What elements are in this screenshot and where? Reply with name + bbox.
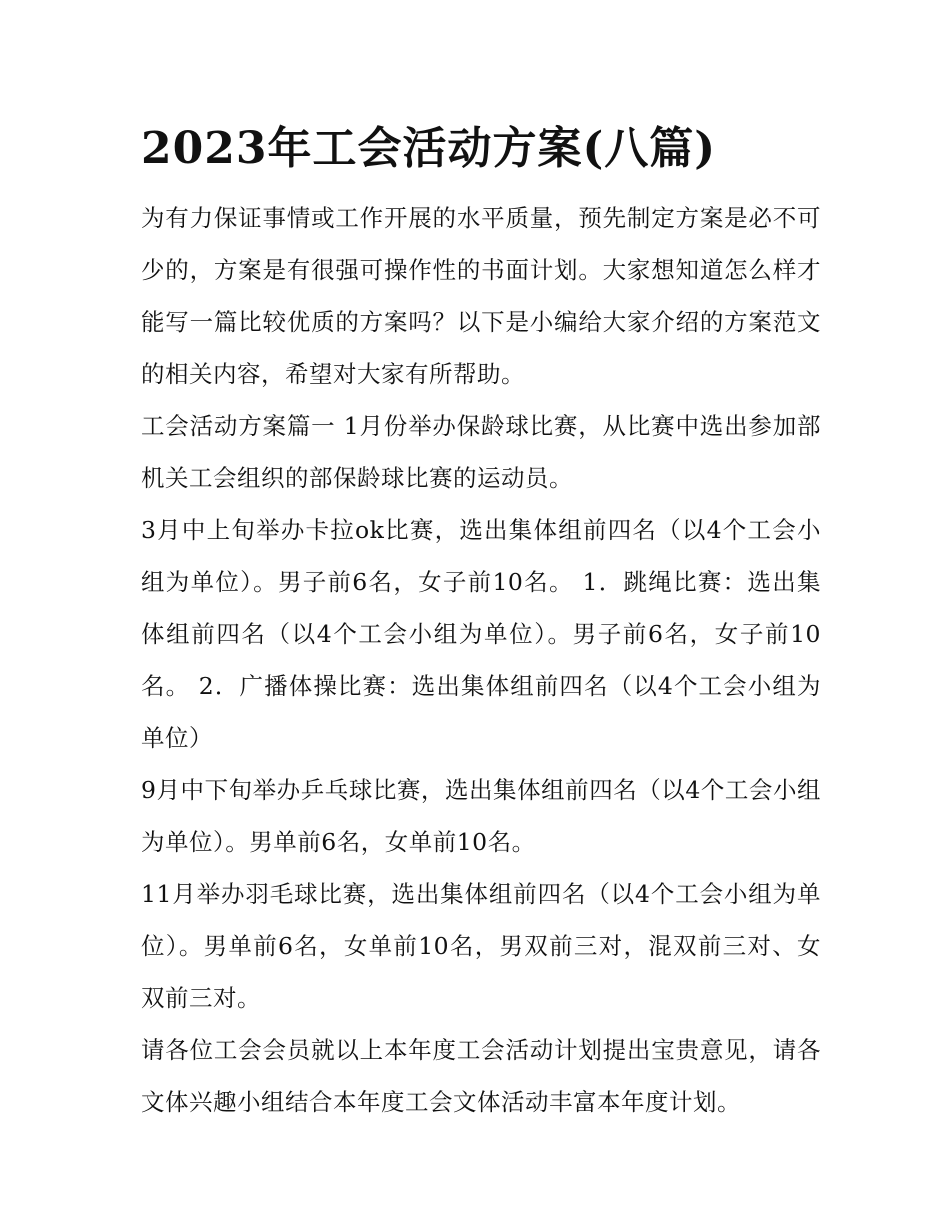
paragraph-plan-one: 工会活动方案篇一 1月份举办保龄球比赛，从比赛中选出参加部机关工会组织的部保龄球比赛的运动员。: [141, 412, 821, 492]
paragraph-march-events: 3月中上旬举办卡拉ok比赛，选出集体组前四名（以4个工会小组为单位）。男子前6名，女子前10名。 1．跳绳比赛：选出集体组前四名（以4个工会小组为单位）。男子前6名，女子前10名。 2．广播体操比赛：选出集体组前四名（以4个工会小组为单位）: [141, 516, 821, 752]
paragraph-closing: 请各位工会会员就以上本年度工会活动计划提出宝贵意见，请各文体兴趣小组结合本年度工会文体活动丰富本年度计划。: [141, 1036, 821, 1116]
document-page: [141, 118, 821, 1128]
paragraph-intro: 为有力保证事情或工作开展的水平质量，预先制定方案是必不可少的，方案是有很强可操作性的书面计划。大家想知道怎么样才能写一篇比较优质的方案吗？以下是小编给大家介绍的方案范文的相关内容，希望对大家有所帮助。: [141, 204, 821, 388]
paragraph-september-events: 9月中下旬举办乒乓球比赛，选出集体组前四名（以4个工会小组为单位）。男单前6名，女单前10名。: [141, 776, 821, 856]
document-title: 2023年工会活动方案(八篇): [141, 123, 717, 174]
paragraph-november-events: 11月举办羽毛球比赛，选出集体组前四名（以4个工会小组为单位）。男单前6名，女单前10名，男双前三对，混双前三对、女双前三对。: [141, 880, 821, 1012]
